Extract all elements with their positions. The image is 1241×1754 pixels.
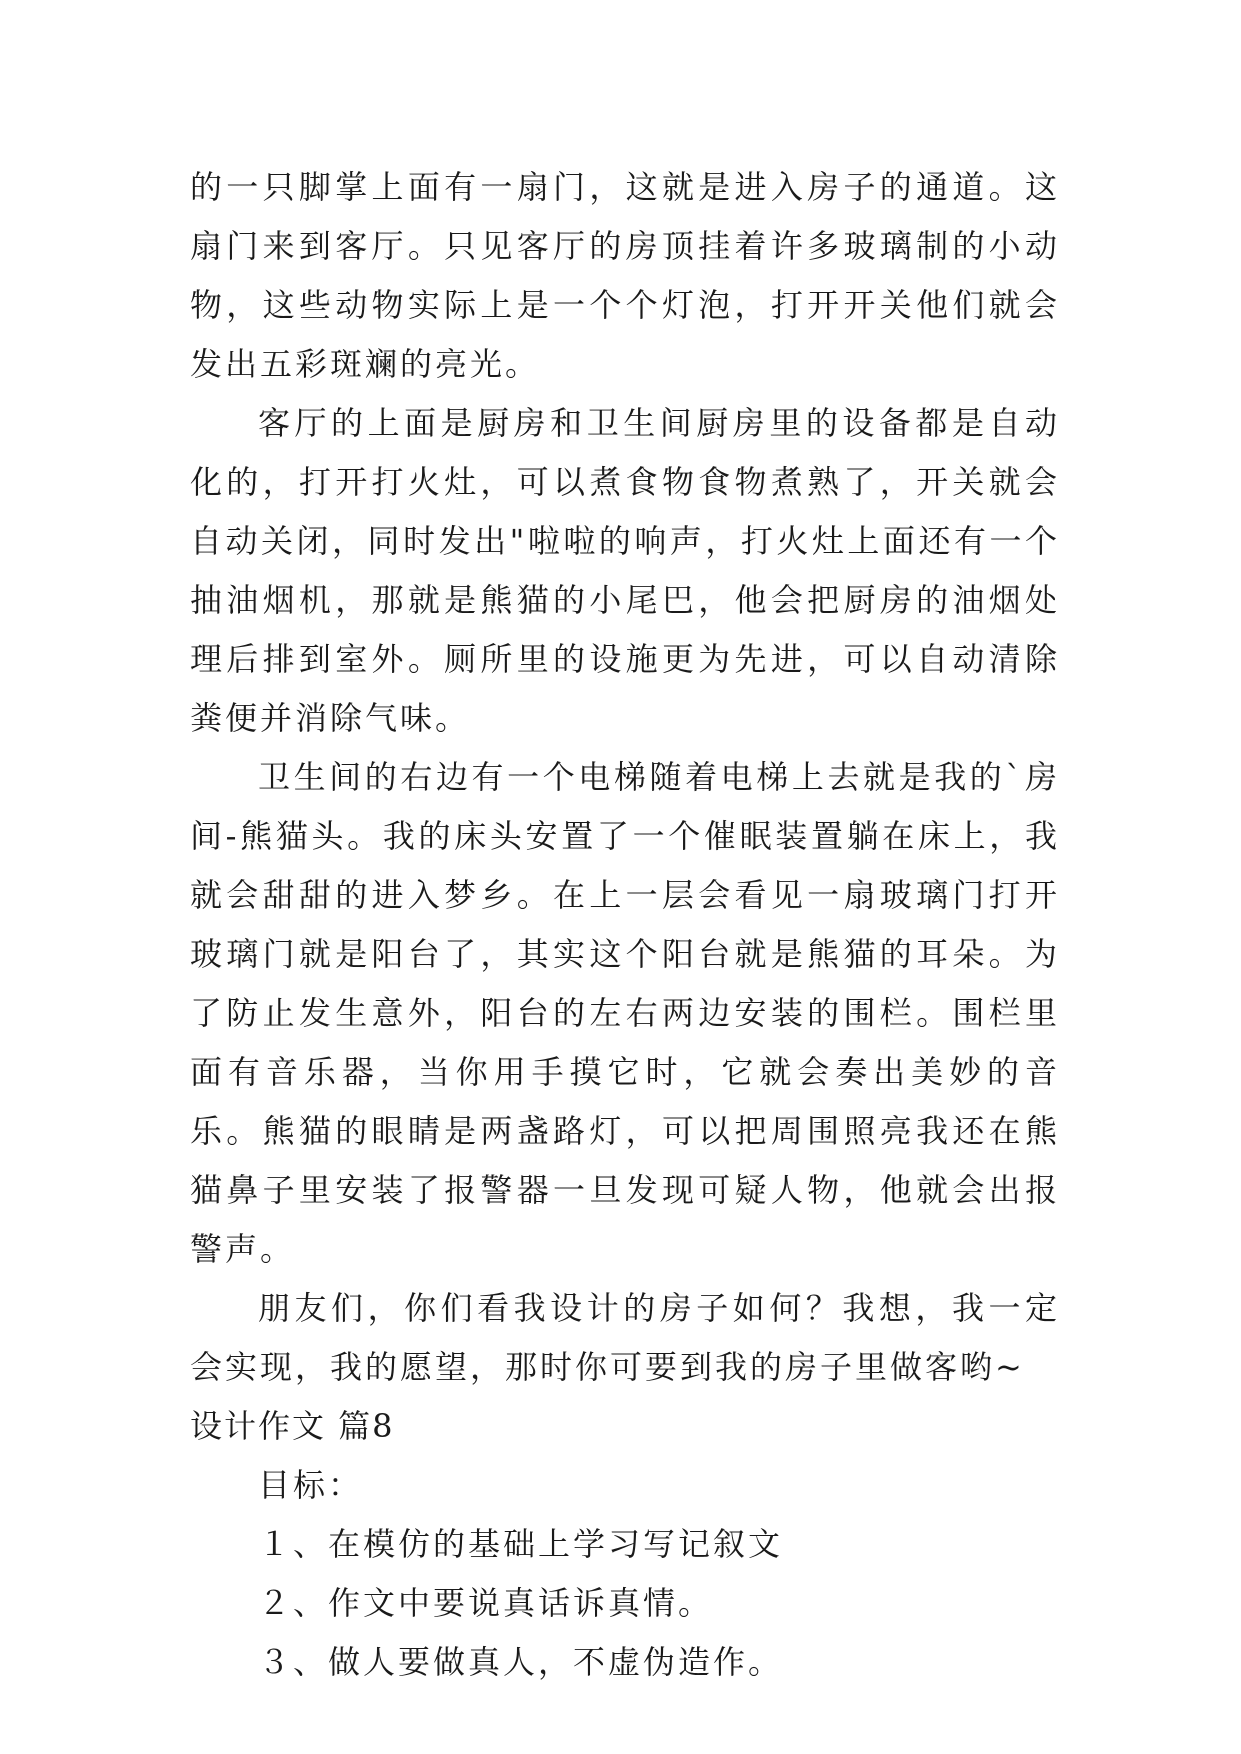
paragraph-1: 的一只脚掌上面有一扇门，这就是进入房子的通道。这扇门来到客厅。只见客厅的房顶挂着许多玻璃制的小动物，这些动物实际上是一个个灯泡，打开开关他们就会发出五彩斑斓的亮光。 (190, 168, 1060, 383)
section-heading: 设计作文 篇8 (190, 1407, 395, 1445)
goal-item-3: ３、做人要做真人，不虚伪造作。 (258, 1643, 784, 1681)
paragraph-4: 朋友们，你们看我设计的房子如何？我想，我一定会实现，我的愿望，那时你可要到我的房子里做客哟~ (190, 1289, 1060, 1386)
goal-item-1: １、在模仿的基础上学习写记叙文 (258, 1525, 784, 1563)
paragraph-3: 卫生间的右边有一个电梯随着电梯上去就是我的`房间-熊猫头。我的床头安置了一个催眠装置躺在床上，我就会甜甜的进入梦乡。在上一层会看见一扇玻璃门打开玻璃门就是阳台了，其实这个阳台就是熊猫的耳朵。为了防止发生意外，阳台的左右两边安装的围栏。围栏里面有音乐器，当你用手摸它时，它就会奏出美妙的音乐。熊猫的眼睛是两盏路灯，可以把周围照亮我还在熊猫鼻子里安装了报警器一旦发现可疑人物，他就会出报警声。 (190, 758, 1060, 1268)
goal-item-2: ２、作文中要说真话诉真情。 (258, 1584, 714, 1622)
document-body (190, 158, 1060, 1692)
goals-label: 目标： (258, 1466, 364, 1504)
paragraph-2: 客厅的上面是厨房和卫生间厨房里的设备都是自动化的，打开打火灶，可以煮食物食物煮熟了，开关就会自动关闭，同时发出"啦啦的响声，打火灶上面还有一个抽油烟机，那就是熊猫的小尾巴，他会把厨房的油烟处理后排到室外。厕所里的设施更为先进，可以自动清除粪便并消除气味。 (190, 404, 1060, 737)
